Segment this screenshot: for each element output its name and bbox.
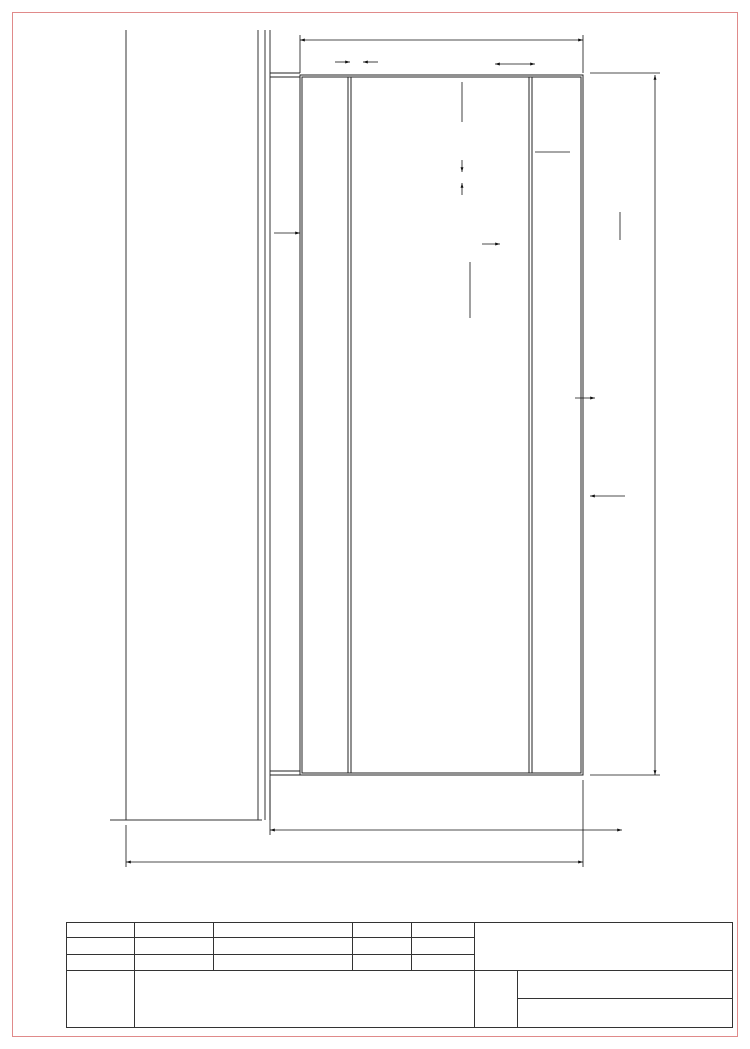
wall-edge-lines xyxy=(110,30,270,820)
cizen-label xyxy=(67,938,135,954)
resim-label xyxy=(518,970,733,999)
scale-cell xyxy=(67,970,135,1027)
school-name xyxy=(475,923,733,971)
no-label xyxy=(353,923,412,938)
projection-symbol xyxy=(67,923,135,938)
railing-frame xyxy=(270,73,583,775)
resim-number xyxy=(518,999,733,1028)
name-cell xyxy=(214,938,353,954)
adsoyadi-label xyxy=(214,923,353,938)
paper-size xyxy=(475,970,518,1027)
no-cell xyxy=(353,938,412,954)
tarih-label xyxy=(135,923,214,938)
imza-cell xyxy=(412,938,475,954)
imza-label xyxy=(412,923,475,938)
dimension-lines xyxy=(126,35,660,867)
kontrol-label xyxy=(67,954,135,970)
title-block xyxy=(66,922,733,1028)
date-value xyxy=(135,938,214,954)
drawing-title xyxy=(135,970,475,1027)
